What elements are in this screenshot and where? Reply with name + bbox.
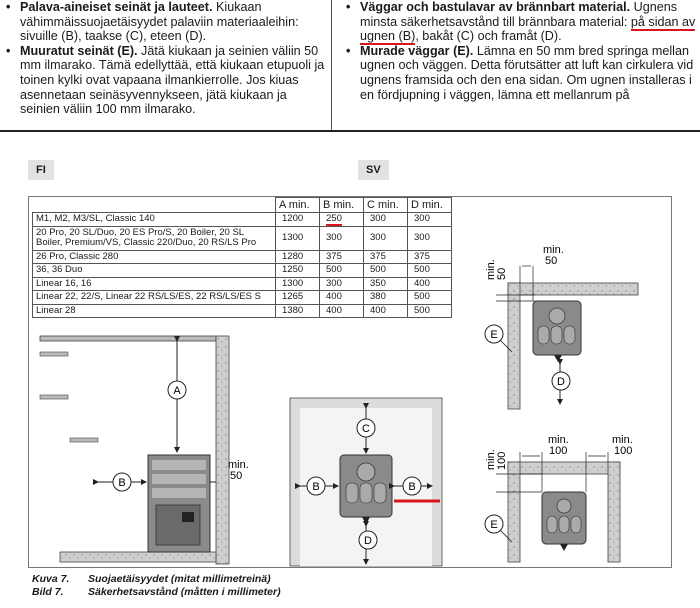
table-row: 26 Pro, Classic 280 1280 375 375 375 xyxy=(33,250,452,264)
side-wall xyxy=(508,283,520,409)
caption-sv: Bild 7. Säkerhetsavstånd (måtten i millimeter) xyxy=(32,586,281,598)
recess-install-drawing xyxy=(485,434,633,562)
stove-side xyxy=(148,455,210,552)
label-e: E xyxy=(490,329,498,341)
stove-top xyxy=(340,455,392,524)
table-row: M1, M2, M3/SL, Classic 140 1200 250 300 300 xyxy=(33,213,452,227)
recess-min-v: min. xyxy=(485,449,497,470)
ceiling-line xyxy=(40,336,216,341)
col-header-b: B min. xyxy=(320,198,364,213)
label-e-recess: E xyxy=(490,519,498,531)
fi-item-masonry: • Muuratut seinät (E). Jätä kiukaan ja seinien väliin 50 mm ilmarako. Tämä edellyttää, että kiukaan etupuoli ja toinen kylki ovat vapaana ilmankierrolle. Jos kiuas asennetaan seinäsyvennykseen, jätä kiukaan ja seinien väliin 100 mm ilmarako. xyxy=(4,44,326,117)
recess-min-h1: min. xyxy=(548,434,569,446)
red-underline-highlight: på sidan av ugnen (B) xyxy=(360,14,696,44)
col-header-a: A min. xyxy=(276,198,320,213)
side-min-label: min. xyxy=(228,459,249,471)
recess-100-h2: 100 xyxy=(614,445,633,457)
recess-min-h2: min. xyxy=(612,434,633,446)
col-header-c: C min. xyxy=(364,198,408,213)
corner-50-h: 50 xyxy=(545,255,558,267)
label-b-right: B xyxy=(408,481,416,493)
highlighted-value: 250 xyxy=(326,213,342,224)
recess-back-wall xyxy=(508,462,620,474)
back-wall xyxy=(508,283,638,295)
caption-fi: Kuva 7. Suojaetäisyydet (mitat millimetreinä) xyxy=(32,573,271,585)
label-a: A xyxy=(173,385,181,397)
side-50-label: 50 xyxy=(230,470,243,482)
sv-item-combustible: • Väggar och bastulavar av brännbart material. Ugnens minsta säkerhetsavstånd till brännbara material: på sidan av ugnen (B), bakåt (C) och framåt (D). xyxy=(344,0,696,44)
corner-min-h: min. xyxy=(543,244,564,256)
bench-1 xyxy=(40,352,68,356)
label-b: B xyxy=(118,477,126,489)
bench-2 xyxy=(40,395,68,399)
side-view-drawing xyxy=(40,336,249,564)
bench-3 xyxy=(70,438,98,442)
label-d-corner: D xyxy=(557,376,565,388)
masonry-wall xyxy=(216,336,229,564)
corner-50-v: 50 xyxy=(496,267,508,280)
recess-100-v: 100 xyxy=(496,451,508,470)
recess-100-h1: 100 xyxy=(549,445,568,457)
table-row: Linear 28 1380 400 400 500 xyxy=(33,304,452,318)
sv-item-masonry: • Murade väggar (E). Lämna en 50 mm bred springa mellan ugnen och väggen. Detta förutsätter att luft kan cirkulera vid ugnens framsida och den ena sidan. Om ugnen installeras i en fördjupning i väggen, lämna ett mellanrum på xyxy=(344,44,696,102)
stove-corner xyxy=(533,301,581,362)
corner-install-drawing xyxy=(485,244,638,409)
recess-left-wall xyxy=(508,462,520,562)
top-view-drawing xyxy=(290,398,442,566)
tag-sv: SV xyxy=(358,160,389,180)
fi-item-combustible: • Palava-aineiset seinät ja lauteet. Kiukaan vähimmäissuojaetäisyydet palaviin materiaaleihin: sivuille (B), taakse (C), eteen (D). xyxy=(4,0,326,44)
label-b-left: B xyxy=(312,481,320,493)
table-row: Linear 22, 22/S, Linear 22 RS/LS/ES, 22 RS/LS/ES S 1265 400 380 500 xyxy=(33,291,452,305)
stove-recess xyxy=(542,492,586,551)
label-c: C xyxy=(362,423,370,435)
table-row: 20 Pro, 20 SL/Duo, 20 ES Pro/S, 20 Boiler, 20 SL Boiler, Premium/VS, Classic 220/Duo, 20 RS/LS Pro 1300 300 300 300 xyxy=(33,226,452,250)
table-row: Linear 16, 16 1300 300 350 400 xyxy=(33,277,452,291)
label-d: D xyxy=(364,535,372,547)
recess-right-wall xyxy=(608,462,620,562)
col-header-d: D min. xyxy=(408,198,452,213)
tag-fi: FI xyxy=(28,160,54,180)
table-row: 36, 36 Duo 1250 500 500 500 xyxy=(33,264,452,278)
corner-min-v: min. xyxy=(485,259,497,280)
floor xyxy=(60,552,216,562)
